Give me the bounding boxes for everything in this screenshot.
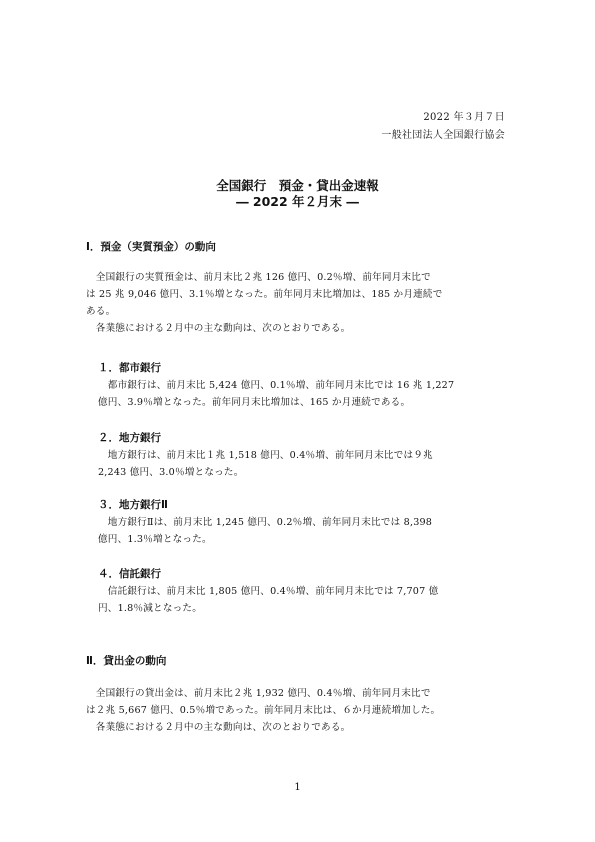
loans-paragraph — [86, 685, 510, 736]
organization-name: 一般社団法人全国銀行協会 — [381, 130, 505, 141]
paragraph-line: 各業態における２月中の主な動向は、次のとおりである。 — [86, 323, 351, 334]
document-subtitle: ― 2022 年２月末 ― — [236, 194, 359, 209]
paragraph-line: 全国銀行の実質預金は、前月末比２兆 126 億円、0.2％増、前年同月末比で — [86, 272, 431, 283]
paragraph-line: 都市銀行は、前月末比 5,424 億円、0.1％増、前年同月末比では 16 兆 1,227 — [98, 380, 455, 391]
document-title: 全国銀行 預金・貸出金速報 — [216, 178, 379, 193]
paragraph-line: 億円、3.9％増となった。前年同月末比増加は、165 か月連続である。 — [98, 397, 411, 408]
trust-banks-paragraph — [98, 583, 510, 617]
paragraph-line: 2,243 億円、3.0％増となった。 — [98, 467, 244, 478]
paragraph-line: 全国銀行の貸出金は、前月末比２兆 1,932 億円、0.4％増、前年同月末比で — [86, 688, 431, 699]
paragraph-line: 信託銀行は、前月末比 1,805 億円、0.4％増、前年同月末比では 7,707 億 — [98, 586, 439, 597]
paragraph-line: は 25 兆 9,046 億円、3.1％増となった。前年同月末比増加は、185 か月連続で — [86, 289, 443, 300]
paragraph-line: 億円、1.3％増となった。 — [98, 534, 212, 545]
section-heading-loans: Ⅱ．貸出金の動向 — [86, 655, 167, 667]
paragraph-line: 各業態における２月中の主な動向は、次のとおりである。 — [86, 722, 351, 733]
page-number: 1 — [294, 782, 301, 793]
subsection-heading-regional-banks: ２．地方銀行 — [98, 432, 161, 444]
regional-banks-paragraph — [98, 447, 510, 481]
subsection-heading-regional-banks-2: ３．地方銀行Ⅱ — [98, 499, 168, 511]
paragraph-line: ある。 — [86, 306, 116, 317]
section-heading-deposits: Ⅰ．預金（実質預金）の動向 — [86, 241, 216, 253]
paragraph-line: 円、1.8％減となった。 — [98, 603, 203, 614]
subsection-heading-trust-banks: ４．信託銀行 — [98, 568, 161, 580]
document-date: 2022 年３月７日 — [423, 112, 505, 123]
paragraph-line: は２兆 5,667 億円、0.5％増であった。前年同月末比は、６か月連続増加した。 — [86, 705, 441, 716]
regional-banks-2-paragraph — [98, 514, 510, 548]
city-banks-paragraph — [98, 377, 510, 411]
deposits-paragraph — [86, 269, 510, 337]
paragraph-line: 地方銀行Ⅱは、前月末比 1,245 億円、0.2％増、前年同月末比では 8,398 — [98, 517, 433, 528]
paragraph-line: 地方銀行は、前月末比１兆 1,518 億円、0.4％増、前年同月末比では９兆 — [98, 450, 433, 461]
subsection-heading-city-banks: １．都市銀行 — [98, 362, 161, 374]
